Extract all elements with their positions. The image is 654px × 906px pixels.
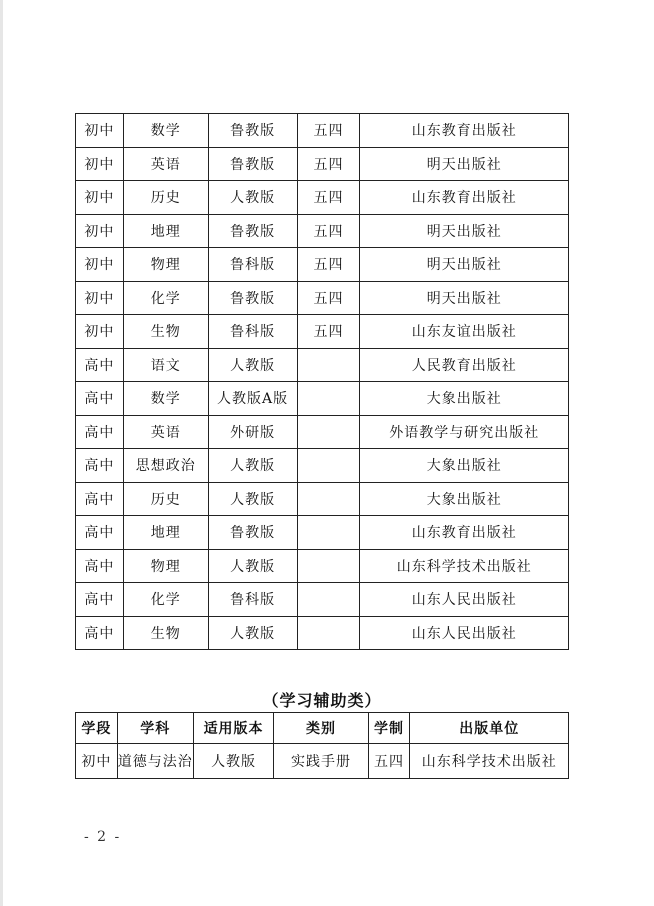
cell-subject: 地理: [123, 516, 208, 550]
cell-stage: 初中: [76, 114, 124, 148]
cell-stage: 高中: [76, 583, 124, 617]
cell-subject: 数学: [123, 114, 208, 148]
cell-subject: 历史: [123, 482, 208, 516]
cell-system: 五四: [297, 248, 360, 282]
cell-edition: 鲁教版: [208, 214, 297, 248]
cell-publisher: 大象出版社: [360, 382, 569, 416]
cell-publisher: 明天出版社: [360, 147, 569, 181]
table-row: [76, 315, 569, 349]
header-subject: 学科: [117, 713, 193, 744]
cell-system: [297, 482, 360, 516]
cell-system: [297, 549, 360, 583]
table-row: [76, 214, 569, 248]
cell-subject: 英语: [123, 147, 208, 181]
table-row: [76, 147, 569, 181]
header-edition: 适用版本: [193, 713, 274, 744]
cell-edition: 人教版: [208, 482, 297, 516]
cell-stage: 高中: [76, 348, 124, 382]
cell-subject: 数学: [123, 382, 208, 416]
cell-system: 五四: [297, 315, 360, 349]
cell-system: 五四: [297, 281, 360, 315]
cell-publisher: 山东友谊出版社: [360, 315, 569, 349]
cell-publisher: 明天出版社: [360, 281, 569, 315]
cell-stage: 初中: [76, 147, 124, 181]
cell-stage: 高中: [76, 516, 124, 550]
cell-edition: 鲁教版: [208, 114, 297, 148]
aux-section-title: （学习辅助类）: [262, 691, 382, 710]
cell-publisher: 大象出版社: [360, 482, 569, 516]
cell-edition: 鲁教版: [208, 516, 297, 550]
cell-stage: 高中: [76, 549, 124, 583]
cell-edition: 鲁科版: [208, 315, 297, 349]
table-row: [76, 281, 569, 315]
cell-system: [297, 516, 360, 550]
page-edge: [0, 0, 3, 906]
cell-publisher: 山东教育出版社: [360, 181, 569, 215]
page-number: - 2 -: [84, 829, 122, 845]
cell-publisher: 山东教育出版社: [360, 114, 569, 148]
cell-subject: 化学: [123, 583, 208, 617]
cell-stage: 高中: [76, 382, 124, 416]
table-row: [76, 616, 569, 650]
cell-subject: 物理: [123, 248, 208, 282]
cell-stage: 初中: [76, 744, 118, 779]
cell-edition: 人教版: [208, 616, 297, 650]
cell-system: 五四: [297, 147, 360, 181]
table-row: [76, 348, 569, 382]
cell-publisher: 外语教学与研究出版社: [360, 415, 569, 449]
cell-publisher: 山东人民出版社: [360, 616, 569, 650]
cell-subject: 地理: [123, 214, 208, 248]
cell-publisher: 山东科学技术出版社: [410, 744, 569, 779]
table-row: [76, 744, 569, 779]
cell-system: 五四: [297, 214, 360, 248]
table-row: [76, 181, 569, 215]
cell-subject: 道德与法治: [117, 744, 193, 779]
table-row: [76, 248, 569, 282]
cell-stage: 初中: [76, 181, 124, 215]
cell-category: 实践手册: [274, 744, 368, 779]
table-row: [76, 449, 569, 483]
cell-system: [297, 449, 360, 483]
table-row: [76, 583, 569, 617]
table-row: [76, 415, 569, 449]
cell-system: [297, 616, 360, 650]
cell-stage: 初中: [76, 248, 124, 282]
table-row: [76, 114, 569, 148]
table-row: [76, 482, 569, 516]
cell-system: [297, 348, 360, 382]
cell-publisher: 山东教育出版社: [360, 516, 569, 550]
cell-subject: 生物: [123, 315, 208, 349]
cell-edition: 人教版: [208, 549, 297, 583]
cell-system: [297, 415, 360, 449]
header-publisher: 出版单位: [410, 713, 569, 744]
table-row: [76, 516, 569, 550]
aux-table: [75, 712, 569, 779]
cell-stage: 高中: [76, 449, 124, 483]
cell-edition: 人教版A版: [208, 382, 297, 416]
cell-edition: 鲁科版: [208, 248, 297, 282]
cell-edition: 人教版: [193, 744, 274, 779]
cell-publisher: 大象出版社: [360, 449, 569, 483]
cell-subject: 英语: [123, 415, 208, 449]
cell-publisher: 山东科学技术出版社: [360, 549, 569, 583]
cell-subject: 生物: [123, 616, 208, 650]
cell-subject: 思想政治: [123, 449, 208, 483]
cell-edition: 鲁科版: [208, 583, 297, 617]
header-stage: 学段: [76, 713, 118, 744]
cell-stage: 高中: [76, 415, 124, 449]
cell-publisher: 人民教育出版社: [360, 348, 569, 382]
cell-system: 五四: [368, 744, 410, 779]
aux-table-header-row: [76, 713, 569, 744]
cell-system: [297, 583, 360, 617]
header-category: 类别: [274, 713, 368, 744]
cell-stage: 高中: [76, 482, 124, 516]
cell-subject: 化学: [123, 281, 208, 315]
cell-system: 五四: [297, 181, 360, 215]
textbook-table: [75, 113, 569, 650]
cell-publisher: 明天出版社: [360, 248, 569, 282]
table-row: [76, 549, 569, 583]
cell-edition: 人教版: [208, 449, 297, 483]
cell-stage: 初中: [76, 315, 124, 349]
cell-subject: 物理: [123, 549, 208, 583]
cell-edition: 人教版: [208, 181, 297, 215]
cell-system: [297, 382, 360, 416]
cell-edition: 鲁教版: [208, 281, 297, 315]
cell-stage: 初中: [76, 281, 124, 315]
cell-stage: 高中: [76, 616, 124, 650]
cell-edition: 外研版: [208, 415, 297, 449]
cell-system: 五四: [297, 114, 360, 148]
cell-publisher: 山东人民出版社: [360, 583, 569, 617]
cell-edition: 人教版: [208, 348, 297, 382]
cell-subject: 语文: [123, 348, 208, 382]
cell-publisher: 明天出版社: [360, 214, 569, 248]
cell-edition: 鲁教版: [208, 147, 297, 181]
header-system: 学制: [368, 713, 410, 744]
table-row: [76, 382, 569, 416]
cell-stage: 初中: [76, 214, 124, 248]
textbook-table-body: [76, 114, 569, 650]
cell-subject: 历史: [123, 181, 208, 215]
